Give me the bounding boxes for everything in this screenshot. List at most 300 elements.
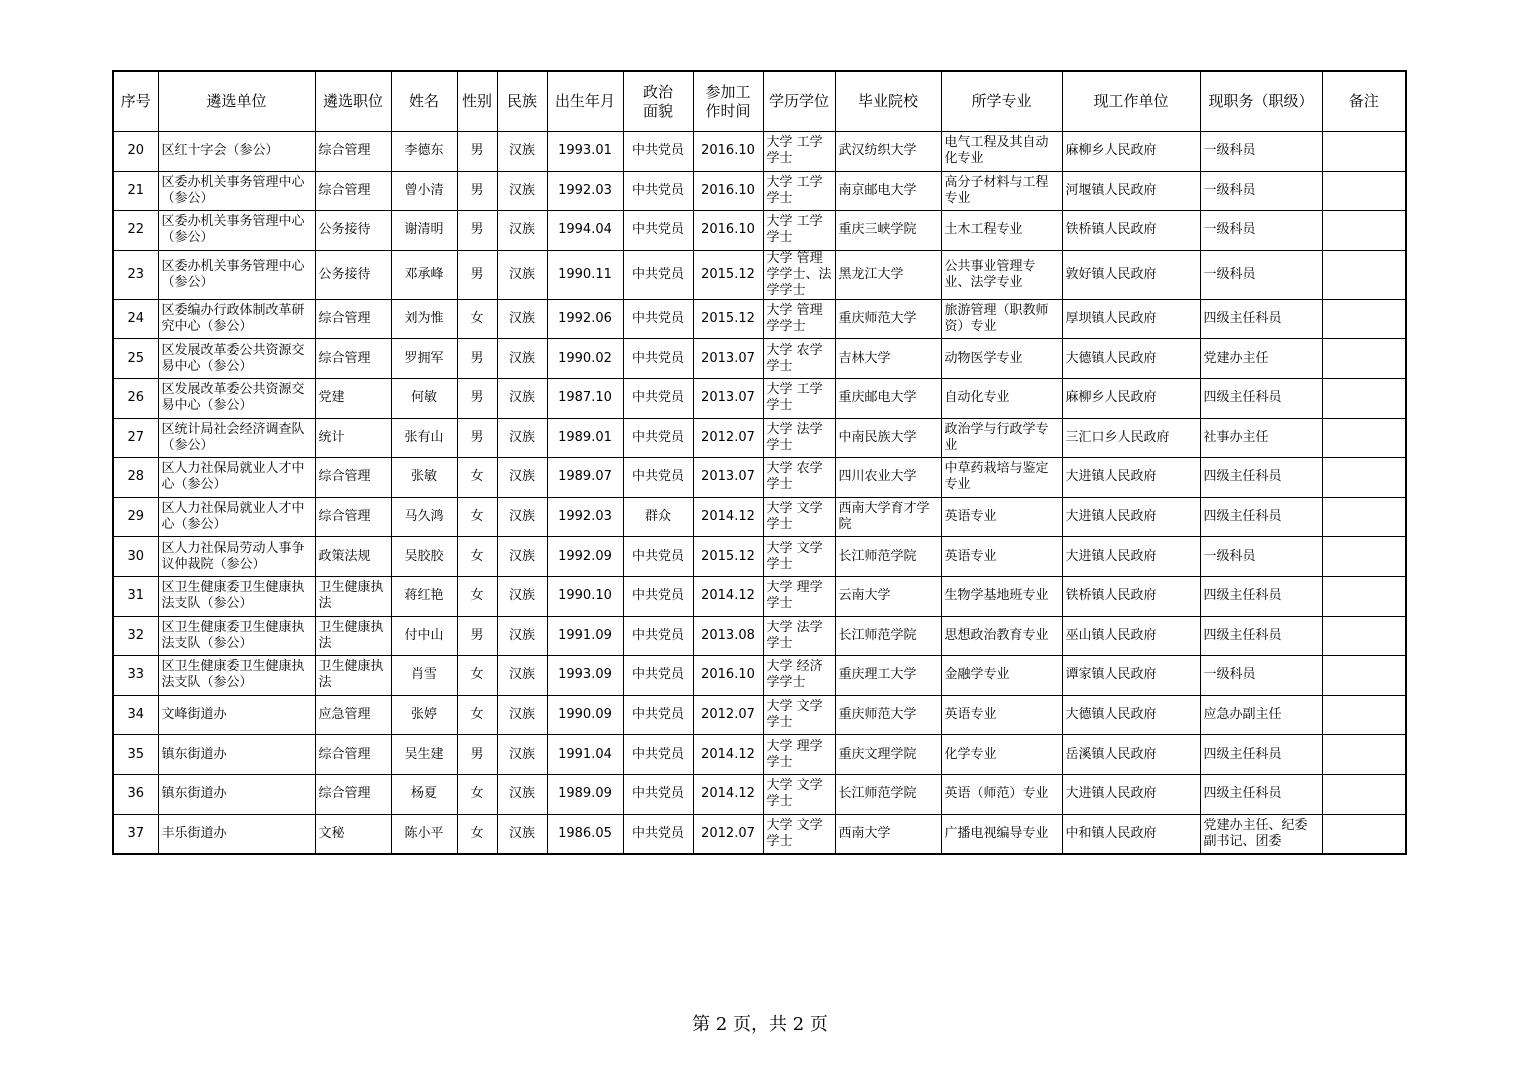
table-cell: 中共党员 xyxy=(623,656,693,696)
table-cell: 吴胶胶 xyxy=(391,537,457,577)
column-header: 学历学位 xyxy=(763,71,835,132)
table-cell: 动物医学专业 xyxy=(941,339,1062,379)
roster-table xyxy=(112,70,1407,855)
table-cell: 谢清明 xyxy=(391,211,457,251)
table-cell: 金融学专业 xyxy=(941,656,1062,696)
table-cell: 丰乐街道办 xyxy=(158,814,315,854)
table-cell: 2012.07 xyxy=(693,814,763,854)
table-cell: 岳溪镇人民政府 xyxy=(1062,735,1200,775)
table-cell: 大学 农学学士 xyxy=(763,458,835,498)
table-cell: 何敏 xyxy=(391,378,457,418)
table-cell: 公共事业管理专业、法学专业 xyxy=(941,250,1062,299)
table-cell: 汉族 xyxy=(497,576,547,616)
table-cell: 文峰街道办 xyxy=(158,695,315,735)
table-cell: 1990.10 xyxy=(547,576,623,616)
table-cell: 27 xyxy=(113,418,158,458)
table-cell: 中共党员 xyxy=(623,211,693,251)
column-header: 备注 xyxy=(1322,71,1406,132)
table-cell: 36 xyxy=(113,774,158,814)
table-cell: 中共党员 xyxy=(623,774,693,814)
table-cell: 罗拥军 xyxy=(391,339,457,379)
table-row xyxy=(113,132,1406,172)
table-cell: 1992.09 xyxy=(547,537,623,577)
table-cell: 政策法规 xyxy=(315,537,391,577)
table-cell: 区人力社保局就业人才中心（参公） xyxy=(158,497,315,537)
table-cell: 2013.07 xyxy=(693,458,763,498)
table-cell: 大学 管理学学士 xyxy=(763,299,835,339)
table-row xyxy=(113,339,1406,379)
table-cell: 电气工程及其自动化专业 xyxy=(941,132,1062,172)
table-cell: 河堰镇人民政府 xyxy=(1062,171,1200,211)
table-cell xyxy=(1322,695,1406,735)
table-cell: 自动化专业 xyxy=(941,378,1062,418)
table-cell: 吴生建 xyxy=(391,735,457,775)
table-cell: 中草药栽培与鉴定专业 xyxy=(941,458,1062,498)
table-row xyxy=(113,299,1406,339)
table-cell: 男 xyxy=(457,211,497,251)
table-cell: 2016.10 xyxy=(693,656,763,696)
table-cell: 刘为惟 xyxy=(391,299,457,339)
table-cell: 区卫生健康委卫生健康执法支队（参公） xyxy=(158,616,315,656)
table-row xyxy=(113,250,1406,299)
table-cell: 2015.12 xyxy=(693,537,763,577)
column-header: 性别 xyxy=(457,71,497,132)
table-cell xyxy=(1322,458,1406,498)
table-cell xyxy=(1322,250,1406,299)
table-cell: 20 xyxy=(113,132,158,172)
table-cell: 综合管理 xyxy=(315,339,391,379)
table-cell: 一级科员 xyxy=(1200,132,1322,172)
table-cell: 大德镇人民政府 xyxy=(1062,695,1200,735)
table-cell: 中共党员 xyxy=(623,695,693,735)
column-header: 毕业院校 xyxy=(835,71,941,132)
table-cell: 四级主任科员 xyxy=(1200,497,1322,537)
table-cell: 2016.10 xyxy=(693,171,763,211)
table-cell: 中共党员 xyxy=(623,576,693,616)
table-cell: 大学 文学学士 xyxy=(763,814,835,854)
table-cell: 蒋红艳 xyxy=(391,576,457,616)
table-cell: 男 xyxy=(457,378,497,418)
table-row xyxy=(113,378,1406,418)
table-cell: 女 xyxy=(457,537,497,577)
table-cell: 男 xyxy=(457,418,497,458)
table-cell: 大学 文学学士 xyxy=(763,695,835,735)
table-cell: 大学 工学学士 xyxy=(763,211,835,251)
table-cell: 公务接待 xyxy=(315,211,391,251)
table-cell: 长江师范学院 xyxy=(835,774,941,814)
table-cell: 汉族 xyxy=(497,814,547,854)
table-cell: 中共党员 xyxy=(623,132,693,172)
table-cell: 1987.10 xyxy=(547,378,623,418)
table-cell: 政治学与行政学专业 xyxy=(941,418,1062,458)
table-cell: 重庆文理学院 xyxy=(835,735,941,775)
table-cell: 四级主任科员 xyxy=(1200,774,1322,814)
column-header: 姓名 xyxy=(391,71,457,132)
table-cell: 区卫生健康委卫生健康执法支队（参公） xyxy=(158,576,315,616)
column-header: 参加工 作时间 xyxy=(693,71,763,132)
table-cell xyxy=(1322,656,1406,696)
table-cell: 中共党员 xyxy=(623,339,693,379)
table-cell: 男 xyxy=(457,132,497,172)
table-cell: 中共党员 xyxy=(623,616,693,656)
table-cell: 1986.05 xyxy=(547,814,623,854)
table-cell: 中共党员 xyxy=(623,537,693,577)
table-cell: 大学 法学学士 xyxy=(763,418,835,458)
table-cell: 28 xyxy=(113,458,158,498)
table-row xyxy=(113,616,1406,656)
table-cell: 敦好镇人民政府 xyxy=(1062,250,1200,299)
table-cell: 统计 xyxy=(315,418,391,458)
table-cell: 区发展改革委公共资源交易中心（参公） xyxy=(158,339,315,379)
column-header: 现职务（职级） xyxy=(1200,71,1322,132)
table-cell: 女 xyxy=(457,695,497,735)
table-cell: 汉族 xyxy=(497,616,547,656)
table-cell: 生物学基地班专业 xyxy=(941,576,1062,616)
column-header: 出生年月 xyxy=(547,71,623,132)
table-cell: 大进镇人民政府 xyxy=(1062,497,1200,537)
table-cell: 大进镇人民政府 xyxy=(1062,458,1200,498)
table-row xyxy=(113,458,1406,498)
table-cell: 区红十字会（参公） xyxy=(158,132,315,172)
table-cell: 女 xyxy=(457,299,497,339)
table-cell: 综合管理 xyxy=(315,774,391,814)
table-cell: 四级主任科员 xyxy=(1200,299,1322,339)
table-cell: 汉族 xyxy=(497,774,547,814)
table-cell: 张婷 xyxy=(391,695,457,735)
table-cell: 长江师范学院 xyxy=(835,537,941,577)
table-cell xyxy=(1322,171,1406,211)
table-row xyxy=(113,211,1406,251)
table-cell: 大学 农学学士 xyxy=(763,339,835,379)
table-cell xyxy=(1322,299,1406,339)
table-cell: 综合管理 xyxy=(315,497,391,537)
table-cell: 1993.09 xyxy=(547,656,623,696)
table-cell: 2012.07 xyxy=(693,418,763,458)
table-cell: 旅游管理（职教师资）专业 xyxy=(941,299,1062,339)
table-cell: 大学 工学学士 xyxy=(763,132,835,172)
table-row xyxy=(113,171,1406,211)
table-cell: 邓承峰 xyxy=(391,250,457,299)
table-row xyxy=(113,735,1406,775)
table-cell: 大学 文学学士 xyxy=(763,497,835,537)
table-cell: 陈小平 xyxy=(391,814,457,854)
table-cell: 综合管理 xyxy=(315,299,391,339)
table-cell: 中共党员 xyxy=(623,458,693,498)
table-cell: 社事办主任 xyxy=(1200,418,1322,458)
table-cell: 男 xyxy=(457,735,497,775)
table-cell: 2013.07 xyxy=(693,378,763,418)
table-cell: 党建办主任、纪委副书记、团委 xyxy=(1200,814,1322,854)
table-cell: 麻柳乡人民政府 xyxy=(1062,132,1200,172)
table-cell: 中共党员 xyxy=(623,735,693,775)
table-cell: 四级主任科员 xyxy=(1200,576,1322,616)
table-cell: 马久鸿 xyxy=(391,497,457,537)
table-cell xyxy=(1322,211,1406,251)
table-cell: 大学 理学学士 xyxy=(763,735,835,775)
table-cell xyxy=(1322,814,1406,854)
table-cell: 大学 理学学士 xyxy=(763,576,835,616)
table-cell: 重庆理工大学 xyxy=(835,656,941,696)
table-body xyxy=(113,132,1406,855)
column-header: 现工作单位 xyxy=(1062,71,1200,132)
column-header: 遴选单位 xyxy=(158,71,315,132)
table-cell: 女 xyxy=(457,656,497,696)
table-cell: 大学 文学学士 xyxy=(763,774,835,814)
table-cell xyxy=(1322,537,1406,577)
table-cell: 中共党员 xyxy=(623,171,693,211)
table-cell: 英语（师范）专业 xyxy=(941,774,1062,814)
table-cell xyxy=(1322,418,1406,458)
table-cell: 女 xyxy=(457,814,497,854)
table-cell: 大进镇人民政府 xyxy=(1062,537,1200,577)
table-cell: 1992.03 xyxy=(547,497,623,537)
table-cell: 汉族 xyxy=(497,458,547,498)
table-cell: 2012.07 xyxy=(693,695,763,735)
table-cell: 综合管理 xyxy=(315,171,391,211)
column-header: 民族 xyxy=(497,71,547,132)
table-cell: 肖雪 xyxy=(391,656,457,696)
table-cell: 35 xyxy=(113,735,158,775)
table-cell: 中南民族大学 xyxy=(835,418,941,458)
table-cell xyxy=(1322,497,1406,537)
table-cell: 一级科员 xyxy=(1200,171,1322,211)
table-cell: 一级科员 xyxy=(1200,656,1322,696)
table-cell: 四级主任科员 xyxy=(1200,616,1322,656)
table-cell: 英语专业 xyxy=(941,497,1062,537)
table-cell: 大学 法学学士 xyxy=(763,616,835,656)
table-cell: 中共党员 xyxy=(623,378,693,418)
table-cell: 李德东 xyxy=(391,132,457,172)
table-cell: 33 xyxy=(113,656,158,696)
table-cell: 党建办主任 xyxy=(1200,339,1322,379)
table-cell: 一级科员 xyxy=(1200,537,1322,577)
table-cell: 25 xyxy=(113,339,158,379)
table-cell: 区卫生健康委卫生健康执法支队（参公） xyxy=(158,656,315,696)
table-cell: 1993.01 xyxy=(547,132,623,172)
table-cell: 中共党员 xyxy=(623,418,693,458)
table-cell: 铁桥镇人民政府 xyxy=(1062,211,1200,251)
table-cell: 区人力社保局劳动人事争议仲裁院（参公） xyxy=(158,537,315,577)
table-row xyxy=(113,695,1406,735)
table-cell: 26 xyxy=(113,378,158,418)
table-cell xyxy=(1322,378,1406,418)
table-cell: 22 xyxy=(113,211,158,251)
table-cell: 1990.11 xyxy=(547,250,623,299)
table-cell: 汉族 xyxy=(497,537,547,577)
table-cell: 31 xyxy=(113,576,158,616)
table-cell: 汉族 xyxy=(497,735,547,775)
table-cell: 1992.03 xyxy=(547,171,623,211)
table-cell: 男 xyxy=(457,339,497,379)
table-cell: 付中山 xyxy=(391,616,457,656)
table-cell: 37 xyxy=(113,814,158,854)
table-cell: 2016.10 xyxy=(693,132,763,172)
table-cell: 大学 经济学学士 xyxy=(763,656,835,696)
table-cell: 男 xyxy=(457,171,497,211)
table-row xyxy=(113,418,1406,458)
table-cell: 32 xyxy=(113,616,158,656)
table-cell: 汉族 xyxy=(497,378,547,418)
table-cell: 曾小清 xyxy=(391,171,457,211)
table-cell: 思想政治教育专业 xyxy=(941,616,1062,656)
table-cell: 汉族 xyxy=(497,299,547,339)
table-cell: 长江师范学院 xyxy=(835,616,941,656)
table-cell: 四级主任科员 xyxy=(1200,735,1322,775)
table-cell: 重庆师范大学 xyxy=(835,695,941,735)
table-cell: 卫生健康执法 xyxy=(315,656,391,696)
table-cell: 汉族 xyxy=(497,211,547,251)
table-cell: 30 xyxy=(113,537,158,577)
table-cell: 2014.12 xyxy=(693,497,763,537)
table-cell: 卫生健康执法 xyxy=(315,616,391,656)
table-cell: 群众 xyxy=(623,497,693,537)
table-cell: 2014.12 xyxy=(693,774,763,814)
table-cell: 29 xyxy=(113,497,158,537)
table-cell xyxy=(1322,735,1406,775)
table-cell: 铁桥镇人民政府 xyxy=(1062,576,1200,616)
table-cell: 张有山 xyxy=(391,418,457,458)
table-cell: 区委办机关事务管理中心（参公） xyxy=(158,171,315,211)
table-cell: 厚坝镇人民政府 xyxy=(1062,299,1200,339)
table-cell: 1989.07 xyxy=(547,458,623,498)
column-header: 遴选职位 xyxy=(315,71,391,132)
table-cell: 中共党员 xyxy=(623,299,693,339)
table-row xyxy=(113,774,1406,814)
table-cell: 1994.04 xyxy=(547,211,623,251)
table-cell: 区委办机关事务管理中心（参公） xyxy=(158,211,315,251)
table-cell: 区发展改革委公共资源交易中心（参公） xyxy=(158,378,315,418)
table-cell: 重庆邮电大学 xyxy=(835,378,941,418)
table-cell: 谭家镇人民政府 xyxy=(1062,656,1200,696)
table-cell: 女 xyxy=(457,497,497,537)
table-cell: 女 xyxy=(457,576,497,616)
table-cell: 中和镇人民政府 xyxy=(1062,814,1200,854)
table-cell: 汉族 xyxy=(497,250,547,299)
table-cell: 西南大学 xyxy=(835,814,941,854)
table-cell: 1991.04 xyxy=(547,735,623,775)
table-cell: 2014.12 xyxy=(693,576,763,616)
table-cell xyxy=(1322,774,1406,814)
table-cell: 巫山镇人民政府 xyxy=(1062,616,1200,656)
table-cell: 区人力社保局就业人才中心（参公） xyxy=(158,458,315,498)
table-cell: 英语专业 xyxy=(941,695,1062,735)
table-row xyxy=(113,656,1406,696)
table-cell: 综合管理 xyxy=(315,735,391,775)
table-cell: 四川农业大学 xyxy=(835,458,941,498)
table-cell: 综合管理 xyxy=(315,458,391,498)
table-cell: 区委编办行政体制改革研究中心（参公） xyxy=(158,299,315,339)
table-cell: 34 xyxy=(113,695,158,735)
table-cell: 1991.09 xyxy=(547,616,623,656)
table-cell: 23 xyxy=(113,250,158,299)
table-cell: 一级科员 xyxy=(1200,211,1322,251)
table-cell: 1992.06 xyxy=(547,299,623,339)
table-cell: 男 xyxy=(457,616,497,656)
table-cell: 大进镇人民政府 xyxy=(1062,774,1200,814)
table-cell: 1990.09 xyxy=(547,695,623,735)
table-cell: 广播电视编导专业 xyxy=(941,814,1062,854)
table-cell: 化学专业 xyxy=(941,735,1062,775)
table-cell: 三汇口乡人民政府 xyxy=(1062,418,1200,458)
table-row xyxy=(113,537,1406,577)
table-cell: 云南大学 xyxy=(835,576,941,616)
table-cell: 西南大学育才学院 xyxy=(835,497,941,537)
table-cell: 大学 文学学士 xyxy=(763,537,835,577)
table-cell: 镇东街道办 xyxy=(158,774,315,814)
table-cell: 四级主任科员 xyxy=(1200,378,1322,418)
table-cell: 2016.10 xyxy=(693,211,763,251)
table-cell: 一级科员 xyxy=(1200,250,1322,299)
table-cell: 区委办机关事务管理中心（参公） xyxy=(158,250,315,299)
table-cell: 1989.01 xyxy=(547,418,623,458)
table-cell xyxy=(1322,339,1406,379)
table-cell: 女 xyxy=(457,458,497,498)
table-cell: 汉族 xyxy=(497,695,547,735)
table-cell: 四级主任科员 xyxy=(1200,458,1322,498)
table-row xyxy=(113,814,1406,854)
table-cell: 大德镇人民政府 xyxy=(1062,339,1200,379)
table-cell: 综合管理 xyxy=(315,132,391,172)
table-cell: 张敏 xyxy=(391,458,457,498)
table-cell: 24 xyxy=(113,299,158,339)
table-cell: 南京邮电大学 xyxy=(835,171,941,211)
table-cell: 1989.09 xyxy=(547,774,623,814)
table-cell: 武汉纺织大学 xyxy=(835,132,941,172)
table-cell: 女 xyxy=(457,774,497,814)
table-cell: 汉族 xyxy=(497,132,547,172)
table-cell: 党建 xyxy=(315,378,391,418)
column-header: 所学专业 xyxy=(941,71,1062,132)
table-cell: 汉族 xyxy=(497,497,547,537)
column-header: 政治 面貌 xyxy=(623,71,693,132)
table-cell: 1990.02 xyxy=(547,339,623,379)
header-row xyxy=(113,71,1406,132)
table-cell: 镇东街道办 xyxy=(158,735,315,775)
table-cell: 2013.08 xyxy=(693,616,763,656)
table-cell: 汉族 xyxy=(497,171,547,211)
table-header xyxy=(113,71,1406,132)
table-cell: 2015.12 xyxy=(693,250,763,299)
table-cell xyxy=(1322,576,1406,616)
table-cell: 2013.07 xyxy=(693,339,763,379)
table-cell: 男 xyxy=(457,250,497,299)
table-cell: 杨夏 xyxy=(391,774,457,814)
table-cell xyxy=(1322,132,1406,172)
table-row xyxy=(113,576,1406,616)
table-cell: 麻柳乡人民政府 xyxy=(1062,378,1200,418)
table-cell: 汉族 xyxy=(497,339,547,379)
table-cell: 中共党员 xyxy=(623,250,693,299)
table-cell xyxy=(1322,616,1406,656)
table-cell: 重庆师范大学 xyxy=(835,299,941,339)
table-cell: 中共党员 xyxy=(623,814,693,854)
table-cell: 卫生健康执法 xyxy=(315,576,391,616)
page-footer: 第 2 页，共 2 页 xyxy=(692,1014,828,1035)
table-cell: 高分子材料与工程专业 xyxy=(941,171,1062,211)
table-cell: 吉林大学 xyxy=(835,339,941,379)
table-cell: 区统计局社会经济调查队（参公） xyxy=(158,418,315,458)
table-cell: 汉族 xyxy=(497,418,547,458)
table-cell: 公务接待 xyxy=(315,250,391,299)
table-cell: 2014.12 xyxy=(693,735,763,775)
table-cell: 土木工程专业 xyxy=(941,211,1062,251)
table-cell: 大学 工学学士 xyxy=(763,378,835,418)
table-cell: 文秘 xyxy=(315,814,391,854)
table-cell: 应急办副主任 xyxy=(1200,695,1322,735)
table-cell: 大学 工学学士 xyxy=(763,171,835,211)
table-cell: 重庆三峡学院 xyxy=(835,211,941,251)
table-row xyxy=(113,497,1406,537)
